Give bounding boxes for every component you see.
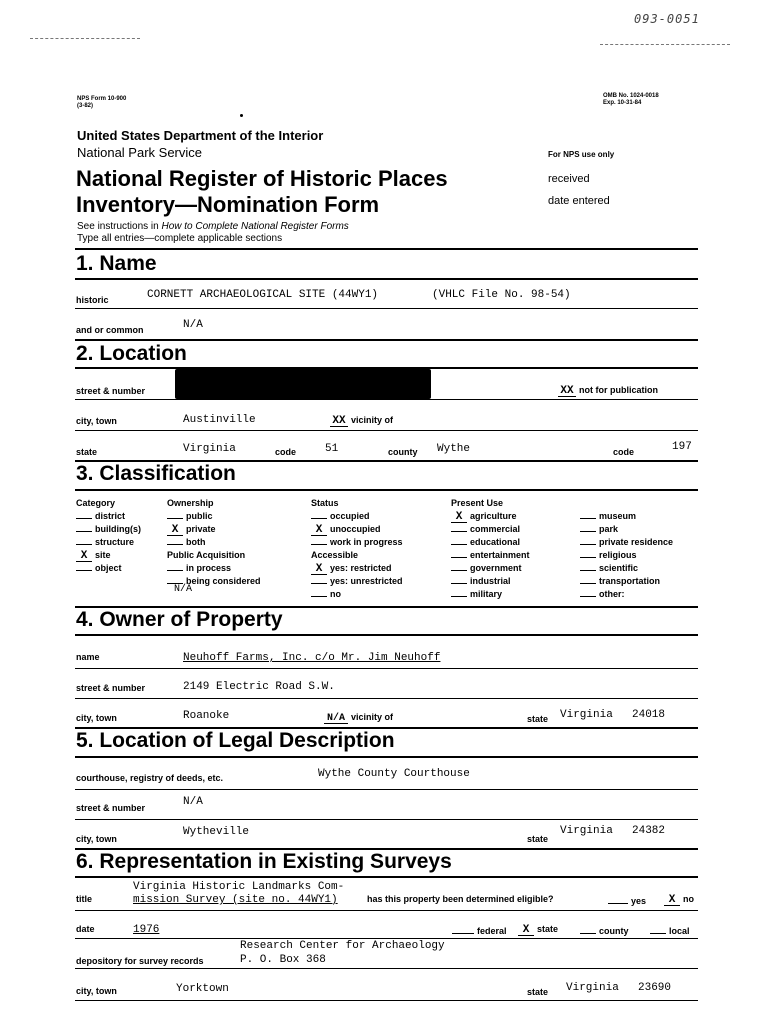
legal-zip: 24382 bbox=[632, 825, 666, 837]
use-scientific: scientific bbox=[580, 562, 673, 575]
field-rule bbox=[75, 399, 698, 400]
field-rule bbox=[75, 1000, 698, 1001]
status-work-in-progress: work in progress bbox=[311, 536, 403, 549]
depository-city-value: Yorktown bbox=[176, 983, 229, 995]
ownership-column bbox=[167, 497, 261, 588]
present-use-heading: Present Use bbox=[451, 498, 504, 508]
field-rule bbox=[75, 938, 698, 939]
state-label: state bbox=[76, 447, 98, 457]
use-government: government bbox=[451, 562, 530, 575]
common-name-value: N/A bbox=[183, 319, 203, 331]
level-county: county bbox=[580, 924, 629, 936]
category-buildings: building(s) bbox=[76, 523, 141, 536]
field-rule bbox=[75, 698, 698, 699]
section-rule bbox=[75, 278, 698, 280]
section-5-heading: 5. Location of Legal Description bbox=[76, 729, 395, 752]
acquisition-in-process: in process bbox=[167, 562, 261, 575]
accessible-restricted: X yes: restricted bbox=[311, 562, 403, 575]
handwritten-file-number: 093-0051 bbox=[634, 12, 700, 26]
ownership-both: both bbox=[167, 536, 261, 549]
eligible-yes: yes bbox=[608, 894, 646, 906]
depository-city-label: city, town bbox=[76, 986, 117, 996]
owner-state-label: state bbox=[527, 714, 549, 724]
survey-date-value: 1976 bbox=[133, 924, 160, 936]
use-transportation: transportation bbox=[580, 575, 673, 588]
section-rule bbox=[75, 876, 698, 878]
owner-zip: 24018 bbox=[632, 709, 666, 721]
field-rule bbox=[75, 819, 698, 820]
eligible-no: X no bbox=[664, 894, 694, 906]
category-heading: Category bbox=[76, 498, 116, 508]
eligibility-question: has this property been determined eligible? bbox=[367, 894, 554, 904]
acquisition-na: N/A bbox=[174, 584, 193, 595]
common-name-label: and or common bbox=[76, 325, 144, 335]
acquisition-being-considered: being considered bbox=[167, 575, 261, 588]
use-industrial: industrial bbox=[451, 575, 530, 588]
historic-label: historic bbox=[76, 295, 109, 305]
status-unoccupied: X unoccupied bbox=[311, 523, 403, 536]
owner-name-value: Neuhoff Farms, Inc. c/o Mr. Jim Neuhoff bbox=[183, 652, 441, 664]
use-museum: museum bbox=[580, 510, 673, 523]
scan-artifact-line bbox=[600, 44, 730, 46]
category-column bbox=[76, 497, 141, 575]
owner-street-value: 2149 Electric Road S.W. bbox=[183, 681, 335, 693]
instructions-line-2: Type all entries—complete applicable sections bbox=[77, 233, 283, 244]
city-town-label: city, town bbox=[76, 416, 117, 426]
use-entertainment: entertainment bbox=[451, 549, 530, 562]
received-label: received bbox=[548, 173, 590, 185]
accessible-no: no bbox=[311, 588, 403, 601]
use-religious: religious bbox=[580, 549, 673, 562]
section-rule bbox=[75, 634, 698, 636]
legal-street-value: N/A bbox=[183, 796, 203, 808]
date-entered-label: date entered bbox=[548, 195, 610, 207]
courthouse-label: courthouse, registry of deeds, etc. bbox=[76, 773, 224, 783]
accessible-unrestricted: yes: unrestricted bbox=[311, 575, 403, 588]
category-site: X site bbox=[76, 549, 141, 562]
public-acquisition-heading: Public Acquisition bbox=[167, 550, 246, 560]
instructions-line-1: See instructions in How to Complete National Register Forms bbox=[77, 221, 349, 232]
depository-label: depository for survey records bbox=[76, 956, 204, 966]
depository-state-value: Virginia bbox=[566, 982, 619, 994]
field-rule bbox=[75, 968, 698, 969]
ownership-heading: Ownership bbox=[167, 498, 214, 508]
courthouse-value: Wythe County Courthouse bbox=[318, 768, 470, 780]
section-rule bbox=[75, 339, 698, 341]
owner-state-value: Virginia bbox=[560, 709, 613, 721]
field-rule bbox=[75, 308, 698, 309]
service-name: National Park Service bbox=[77, 145, 202, 160]
legal-city-label: city, town bbox=[76, 834, 117, 844]
use-other: other: bbox=[580, 588, 673, 601]
section-3-heading: 3. Classification bbox=[76, 462, 236, 485]
county-code-value: 197 bbox=[672, 441, 692, 453]
survey-title-line-1: Virginia Historic Landmarks Com- bbox=[133, 881, 345, 893]
scan-artifact-line bbox=[30, 38, 140, 40]
category-district: district bbox=[76, 510, 141, 523]
county-code-label: code bbox=[613, 447, 635, 457]
owner-vicinity-field: N/A vicinity of bbox=[324, 712, 393, 724]
form-title-line-1: National Register of Historic Places bbox=[76, 166, 448, 191]
owner-city-label: city, town bbox=[76, 713, 117, 723]
section-1-heading: 1. Name bbox=[76, 252, 157, 275]
legal-state-label: state bbox=[527, 834, 549, 844]
form-title-line-2: Inventory—Nomination Form bbox=[76, 192, 380, 217]
county-value: Wythe bbox=[437, 443, 471, 455]
section-rule bbox=[75, 489, 698, 491]
scan-dot bbox=[240, 114, 243, 117]
status-column bbox=[311, 497, 403, 601]
accessible-heading: Accessible bbox=[311, 550, 359, 560]
survey-title-line-2: mission Survey (site no. 44WY1) bbox=[133, 894, 338, 906]
survey-date-label: date bbox=[76, 924, 95, 934]
level-federal: federal bbox=[452, 924, 507, 936]
vhlc-file-number: (VHLC File No. 98-54) bbox=[432, 289, 571, 301]
use-private-residence: private residence bbox=[580, 536, 673, 549]
section-rule bbox=[75, 248, 698, 250]
use-park: park bbox=[580, 523, 673, 536]
vicinity-field: XX vicinity of bbox=[330, 415, 393, 427]
field-rule bbox=[75, 910, 698, 911]
owner-name-label: name bbox=[76, 652, 100, 662]
section-rule bbox=[75, 756, 698, 758]
redacted-street-address bbox=[175, 369, 431, 399]
category-structure: structure bbox=[76, 536, 141, 549]
legal-state-value: Virginia bbox=[560, 825, 613, 837]
city-value: Austinville bbox=[183, 414, 256, 426]
form-revision: (3-82) bbox=[77, 103, 94, 109]
section-4-heading: 4. Owner of Property bbox=[76, 608, 283, 631]
status-occupied: occupied bbox=[311, 510, 403, 523]
category-object: object bbox=[76, 562, 141, 575]
ownership-private: X private bbox=[167, 523, 261, 536]
level-state: X state bbox=[518, 924, 558, 936]
use-military: military bbox=[451, 588, 530, 601]
form-number: NPS Form 10-900 bbox=[77, 96, 127, 102]
owner-city-value: Roanoke bbox=[183, 710, 230, 722]
nps-use-label: For NPS use only bbox=[548, 150, 615, 159]
section-2-heading: 2. Location bbox=[76, 342, 187, 365]
present-use-column-1 bbox=[451, 497, 530, 601]
field-rule bbox=[75, 668, 698, 669]
depository-zip: 23690 bbox=[638, 982, 672, 994]
section-6-heading: 6. Representation in Existing Surveys bbox=[76, 850, 452, 873]
street-number-label: street & number bbox=[76, 386, 146, 396]
level-local: local bbox=[650, 924, 690, 936]
depository-line-2: P. O. Box 368 bbox=[240, 954, 326, 966]
owner-street-label: street & number bbox=[76, 683, 146, 693]
use-agriculture: X agriculture bbox=[451, 510, 530, 523]
not-for-publication-field: XX not for publication bbox=[558, 385, 658, 397]
state-code-label: code bbox=[275, 447, 297, 457]
use-educational: educational bbox=[451, 536, 530, 549]
ownership-public: public bbox=[167, 510, 261, 523]
legal-street-label: street & number bbox=[76, 803, 146, 813]
present-use-column-2 bbox=[580, 510, 673, 601]
use-commercial: commercial bbox=[451, 523, 530, 536]
department-name: United States Department of the Interior bbox=[77, 128, 324, 143]
state-code-value: 51 bbox=[325, 443, 339, 455]
state-value: Virginia bbox=[183, 443, 236, 455]
field-rule bbox=[75, 430, 698, 431]
field-rule bbox=[75, 789, 698, 790]
county-label: county bbox=[388, 447, 418, 457]
depository-line-1: Research Center for Archaeology bbox=[240, 940, 445, 952]
depository-state-label: state bbox=[527, 987, 549, 997]
status-heading: Status bbox=[311, 498, 339, 508]
legal-city-value: Wytheville bbox=[183, 826, 250, 838]
omb-expiration: Exp. 10-31-84 bbox=[603, 100, 642, 106]
survey-title-label: title bbox=[76, 894, 93, 904]
omb-number: OMB No. 1024-0018 bbox=[603, 93, 659, 99]
historic-name-value: CORNETT ARCHAEOLOGICAL SITE (44WY1) bbox=[147, 289, 379, 301]
